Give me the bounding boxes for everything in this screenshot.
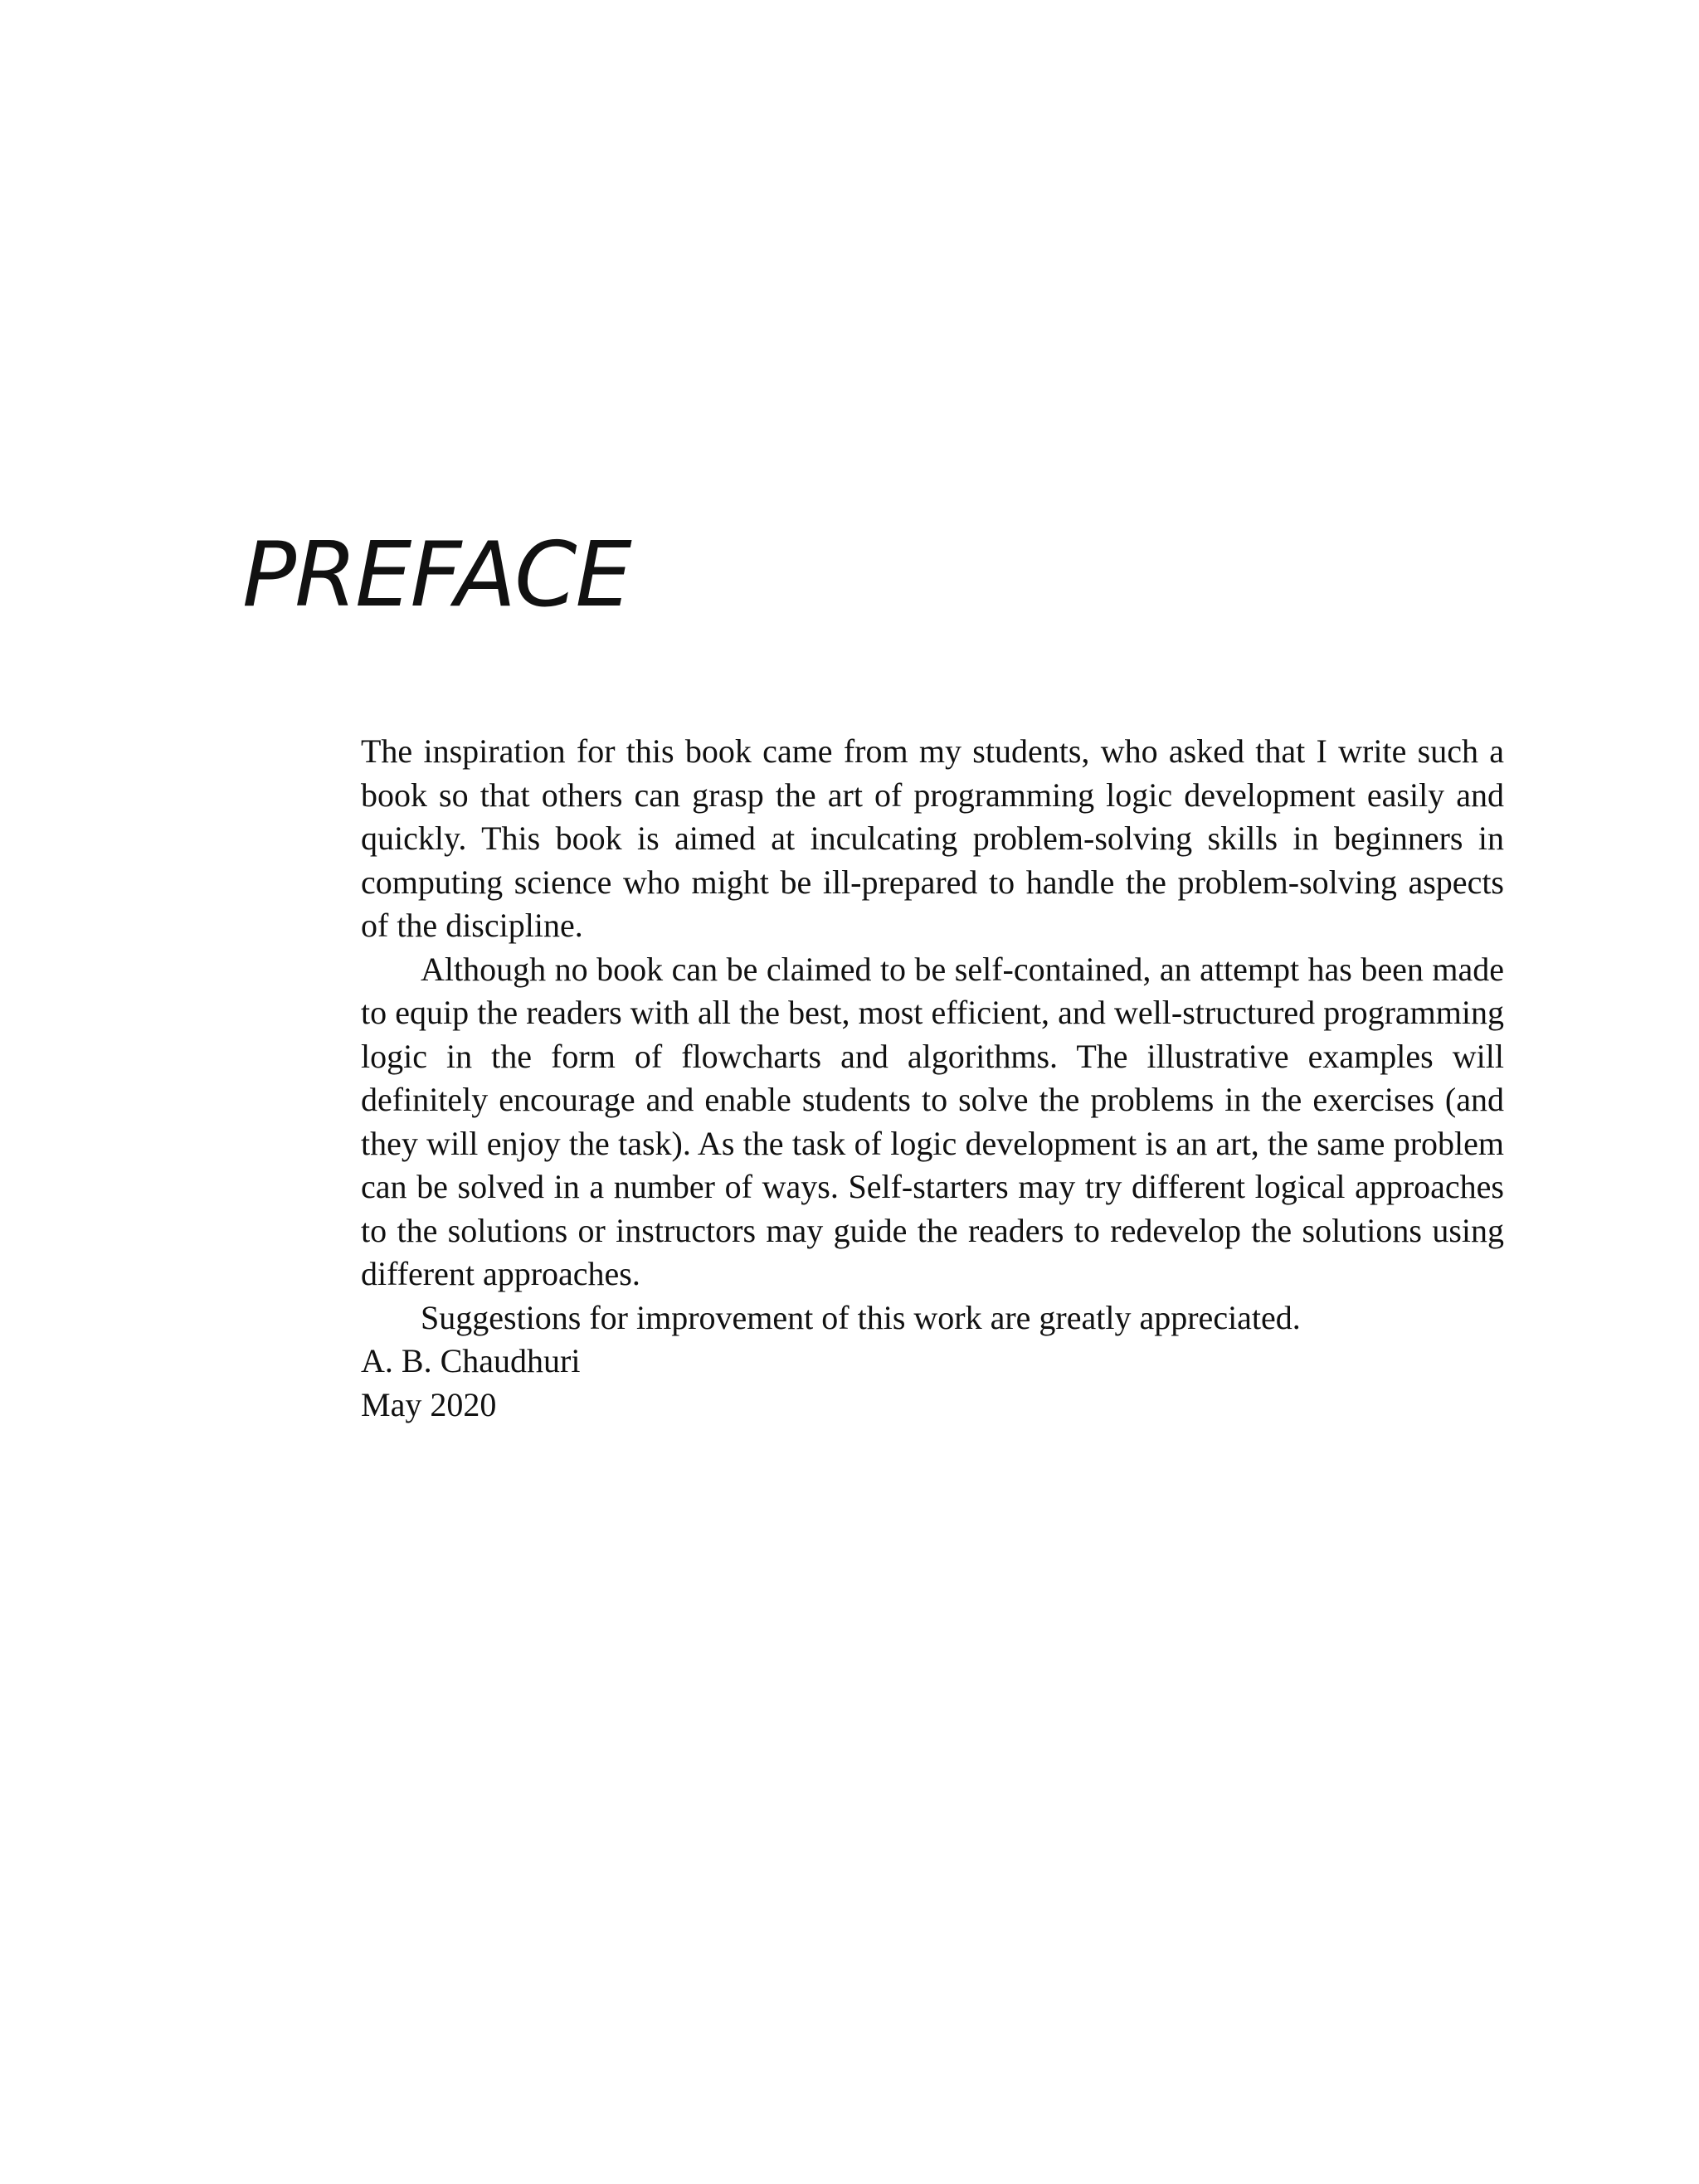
preface-body [361, 730, 1504, 1427]
signature-date: May 2020 [361, 1385, 497, 1423]
preface-heading: PREFACE [242, 523, 630, 627]
author-signature: A. B. Chaudhuri [361, 1342, 581, 1379]
paragraph-suggestions: Suggestions for improvement of this work are greatly appreciated. [421, 1298, 1301, 1336]
paragraph-self-contained: Although no book can be claimed to be self-contained, an attempt has been made to equip the readers with all the best, most efficient, and well-structured programming logic in the form of flowcharts and algorithms. The illustrative examples will definitely encourage and enable students to solve the problems in the exercises (and they will enjoy the task). As the task of logic development is an art, the same problem can be solved in a number of ways. Self-starters may try different logical approaches to the solutions or instructors may guide the readers to redevelop the solutions using different approaches. [361, 950, 1504, 1292]
paragraph-inspiration: The inspiration for this book came from my students, who asked that I write such a book so that others can grasp the art of programming logic development easily and quickly. This book is aimed at inculcating problem-solving skills in beginners in computing science who might be ill-prepared to handle the problem-solving aspects of the discipline. [361, 732, 1504, 944]
